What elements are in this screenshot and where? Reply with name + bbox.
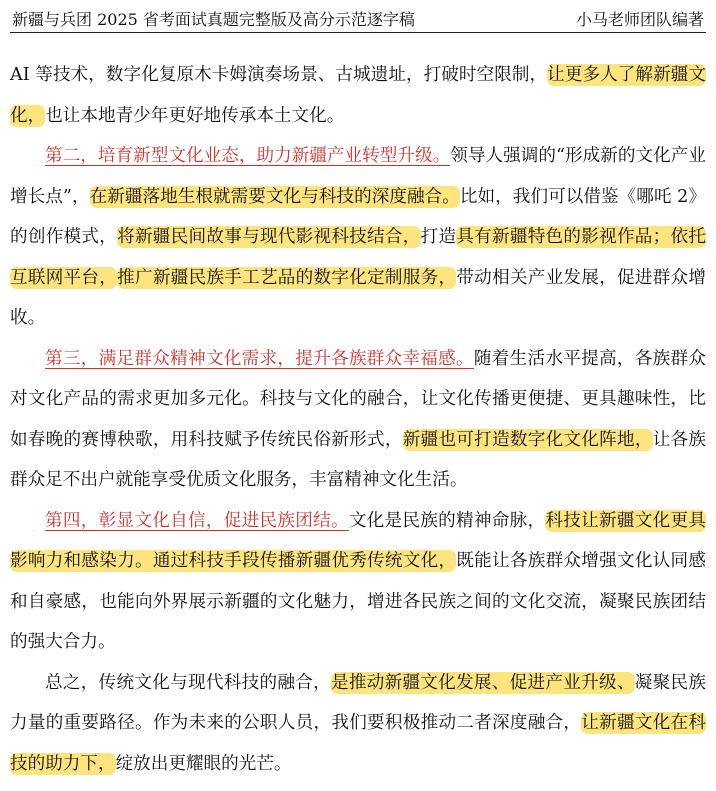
highlighted-text: 推广新疆民族手工艺品的数字化定制服务， <box>117 267 457 288</box>
document-author: 小马老师团队编著 <box>575 10 704 29</box>
text-segment: 比如，我们可以借鉴《哪吒 2》的创作模式， <box>10 186 706 247</box>
section-heading: 第三，满足群众精神文化需求，提升各族群众幸福感。 <box>45 348 474 369</box>
highlighted-text: 让新疆文化在科技的助力下， <box>10 713 706 774</box>
text-segment: 让各族群众足不出户就能享受优质文化服务，丰富精神文化生活。 <box>10 429 706 490</box>
paragraph <box>10 55 706 136</box>
highlighted-text: 将新疆民间故事与现代影视科技结合， <box>117 227 421 247</box>
text-segment: AI 等技术，数字化复原木卡姆演奏场景、古城遗址，打破时空限制， <box>10 65 548 85</box>
section-heading: 第四，彰显文化自信，促进民族团结。 <box>45 510 349 531</box>
paragraph <box>10 339 706 501</box>
text-segment: 领导人强调的“形成新的文化产业增长点”， <box>10 146 706 207</box>
text-segment: 绽放出更耀眼的光芒。 <box>115 753 292 774</box>
page-header <box>10 0 706 33</box>
text-segment: 凝聚民族力量的重要路径。作为未来的公职人员，我们要积极推动二者深度融合， <box>10 672 706 733</box>
text-segment: 打造 <box>420 227 457 247</box>
highlighted-text: 具有新疆特色的影视作品；依托互联网平台， <box>10 227 706 288</box>
document-title: 新疆与兵团 2025 省考面试真题完整版及高分示范逐字稿 <box>12 10 415 29</box>
highlighted-text: 让更多人了解新疆文化， <box>10 65 706 126</box>
highlighted-text: 新疆也可打造数字化文化阵地， <box>402 429 653 450</box>
text-segment: 也让本地青少年更好地传承本土文化。 <box>45 105 345 126</box>
text-segment: 随着生活水平提高，各族群众对文化产品的需求更加多元化。科技与文化的融合，让文化传播更便捷、更具趣味性，比如春晚的赛博秧歌，用科技赋予传统民俗新形式， <box>10 348 706 450</box>
highlighted-text: 是推动新疆文化发展、促进产业升级、 <box>330 672 635 693</box>
text-segment: 带动相关产业发展，促进群众增收。 <box>10 267 706 328</box>
text-segment: 总之，传统文化与现代科技的融合， <box>45 672 331 693</box>
paragraph <box>10 136 706 339</box>
highlighted-text: 在新疆落地生根就需要文化与科技的深度融合。 <box>89 186 460 207</box>
document-body <box>10 33 706 784</box>
highlighted-text: 科技让新疆文化更具影响力和感染力。通过科技手段传播新疆优秀传统文化， <box>10 510 706 571</box>
paragraph <box>10 663 706 785</box>
section-heading: 第二，培育新型文化业态，助力新疆产业转型升级。 <box>45 146 451 166</box>
text-segment: 文化是民族的精神命脉， <box>348 510 546 531</box>
paragraph <box>10 501 706 663</box>
text-segment: 既能让各族群众增强文化认同感和自豪感，也能向外界展示新疆的文化魅力，增进各民族之间的文化交流，凝聚民族团结的强大合力。 <box>10 551 706 652</box>
